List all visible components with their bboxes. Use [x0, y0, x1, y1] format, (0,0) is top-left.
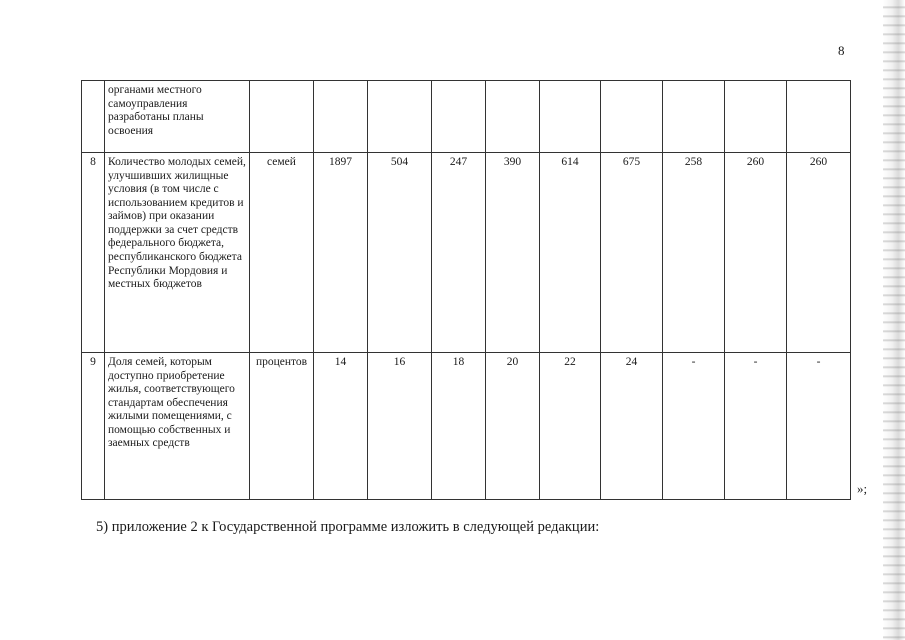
value-cell: 14 — [314, 353, 368, 500]
row-number — [82, 81, 105, 153]
row-description: Доля семей, которым доступно приобретение жилья, соответствующего стандартам обеспечения жилыми помещениями, с помощью собственных и заемных средств — [105, 353, 250, 500]
row-number: 9 — [82, 353, 105, 500]
scan-edge-artifact — [883, 0, 905, 640]
row-description: органами местного самоуправления разработаны планы освоения — [105, 81, 250, 153]
value-cell: 18 — [432, 353, 486, 500]
row-unit: процентов — [250, 353, 314, 500]
row-description: Количество молодых семей, улучшивших жилищные условия (в том числе с использованием кредитов и займов) при оказании поддержки за счет средств федерального бюджета, республиканского бюджета Республики Мордовия и местных бюджетов — [105, 153, 250, 353]
value-cell — [787, 81, 851, 153]
indicators-table — [81, 80, 851, 500]
value-cell: 260 — [725, 153, 787, 353]
value-cell: 258 — [663, 153, 725, 353]
value-cell — [540, 81, 601, 153]
value-cell: 24 — [601, 353, 663, 500]
value-cell — [314, 81, 368, 153]
value-cell: 504 — [368, 153, 432, 353]
value-cell: 1897 — [314, 153, 368, 353]
value-cell: - — [787, 353, 851, 500]
value-cell: 675 — [601, 153, 663, 353]
value-cell: 260 — [787, 153, 851, 353]
value-cell — [725, 81, 787, 153]
table-row — [82, 81, 851, 153]
value-cell — [486, 81, 540, 153]
value-cell — [663, 81, 725, 153]
row-unit — [250, 81, 314, 153]
table-row — [82, 153, 851, 353]
value-cell: 22 — [540, 353, 601, 500]
value-cell — [368, 81, 432, 153]
value-cell: 390 — [486, 153, 540, 353]
page-number: 8 — [838, 43, 845, 58]
value-cell: - — [725, 353, 787, 500]
value-cell: 614 — [540, 153, 601, 353]
value-cell: - — [663, 353, 725, 500]
value-cell: 16 — [368, 353, 432, 500]
table-row — [82, 353, 851, 500]
row-unit: семей — [250, 153, 314, 353]
value-cell: 20 — [486, 353, 540, 500]
amendment-paragraph: 5) приложение 2 к Государственной программе изложить в следующей редакции: — [96, 519, 600, 535]
value-cell — [601, 81, 663, 153]
value-cell — [432, 81, 486, 153]
closing-quote-mark: »; — [857, 481, 868, 496]
value-cell: 247 — [432, 153, 486, 353]
row-number: 8 — [82, 153, 105, 353]
